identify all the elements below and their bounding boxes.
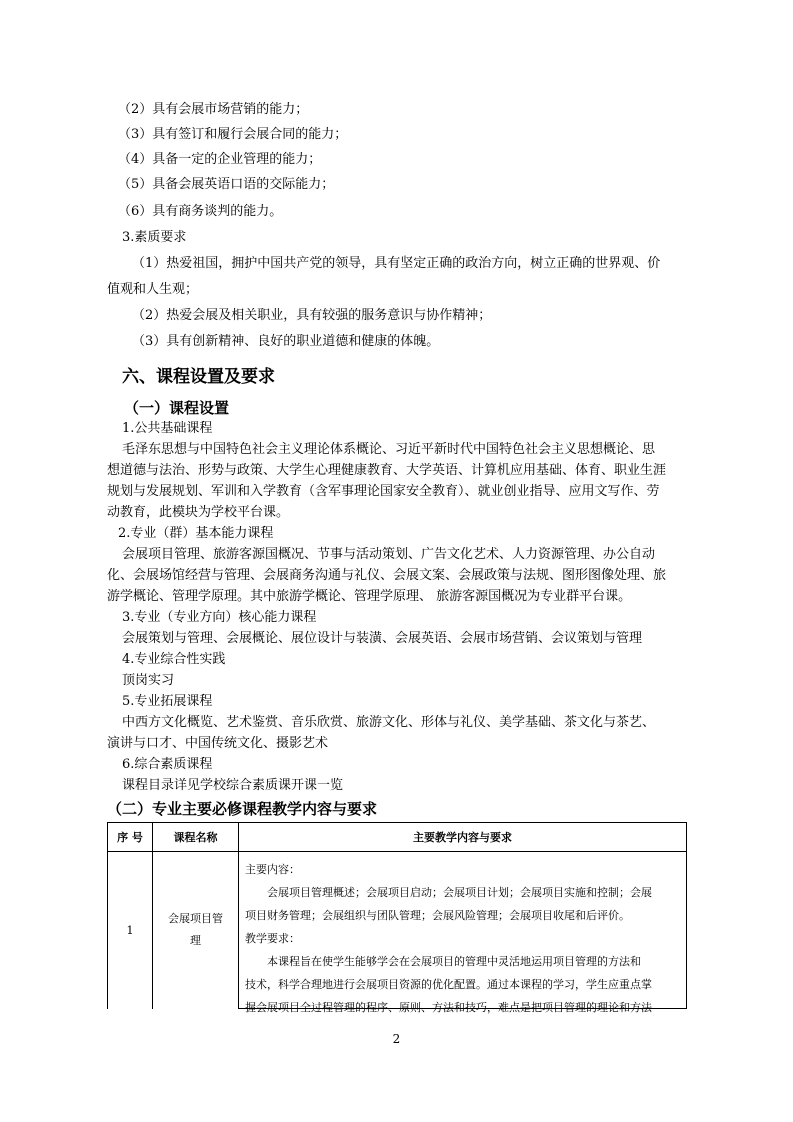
ability-item-5: （5）具备会展英语口语的交际能力； [118,177,335,192]
section-title-6: 六、课程设置及要求 [122,367,275,387]
course-table [107,822,687,1014]
course-name-line-2: 理 [190,934,201,948]
practice-title: 4.专业综合性实践 [122,652,226,667]
header-content: 主要教学内容与要求 [239,823,687,852]
basic-courses-line-1: 会展项目管理、旅游客源国概况、节事与活动策划、广告文化艺术、人力资源管理、办公自动 [122,547,656,562]
requirement-line-3: 握会展项目全过程管理的程序、原则、方法和技巧，难点是把项目管理的理论和方法 [245,1001,652,1014]
core-courses-line: 会展策划与管理、会展概论、展位设计与装潢、会展英语、会展市场营销、会议策划与管理 [122,631,643,646]
ability-item-6: （6）具有商务谈判的能力。 [118,204,283,219]
extension-courses-line-2: 演讲与口才、中国传统文化、摄影艺术 [107,736,329,751]
content-line-2: 项目财务管理；会展组织与团队管理；会展风险管理；会展项目收尾和后评价。 [245,909,630,922]
header-seq: 序 号 [108,823,153,852]
basic-courses-line-3: 游学概论、管理学原理。其中旅游学概论、管理学原理、 旅游客源国概况为专业群平台课。 [107,589,632,604]
quality-heading: 3.素质要求 [122,230,187,245]
requirement-line-1: 本课程旨在使学生能够学会在会展项目的管理中灵活地运用项目管理的方法和 [267,955,641,968]
content-line-1: 会展项目管理概述；会展项目启动；会展项目计划；会展项目实施和控制；会展 [267,886,652,899]
public-courses-line-4: 动教育，此模块为学校平台课。 [107,505,290,520]
basic-courses-title: 2.专业（群）基本能力课程 [118,526,274,541]
header-course-name: 课程名称 [153,823,239,852]
ability-item-3: （3）具有签订和履行会展合同的能力； [118,127,348,142]
ability-item-4: （4）具备一定的企业管理的能力； [118,152,322,167]
quality-item-3: （3）具有创新精神、良好的职业道德和健康的体魄。 [132,334,440,349]
practice-line: 顶岗实习 [122,673,175,688]
quality-item-2: （2）热爱会展及相关职业，具有较强的服务意识与协作精神； [132,308,492,323]
page-number: 2 [392,1032,401,1046]
row-course-name [153,852,239,1009]
requirement-line-2: 技术，科学合理地进行会展项目资源的优化配置。通过本课程的学习，学生应重点掌 [245,978,652,991]
public-courses-line-2: 想道德与法治、形势与政策、大学生心理健康教育、大学英语、计算机应用基础、体育、职业生涯 [107,463,667,478]
comprehensive-courses-line: 课程目录详见学校综合素质课开课一览 [122,778,344,793]
row-content [239,852,687,1014]
public-courses-line-3: 规划与发展规划、军训和入学教育（含军事理论国家安全教育）、就业创业指导、应用文写作、劳 [107,484,660,499]
extension-courses-line-1: 中西方文化概览、艺术鉴赏、音乐欣赏、旅游文化、形体与礼仪、美学基础、茶文化与茶艺、 [122,715,656,730]
public-courses-line-1: 毛泽东思想与中国特色社会主义理论体系概论、习近平新时代中国特色社会主义思想概论、思 [122,442,656,457]
core-courses-title: 3.专业（专业方向）核心能力课程 [122,610,317,625]
comprehensive-courses-title: 6.综合素质课程 [122,757,213,772]
subsection-title-2: （二）专业主要必修课程教学内容与要求 [107,800,378,818]
ability-item-2: （2）具有会展市场营销的能力； [118,102,309,117]
basic-courses-line-2: 化、会展场馆经营与管理、会展商务沟通与礼仪、会展文案、会展政策与法规、图形图像处理、旅 [107,568,667,583]
quality-item-1-line-2: 值观和人生观； [107,282,199,297]
public-courses-title: 1.公共基础课程 [122,421,213,436]
requirement-label: 教学要求： [245,932,300,945]
subsection-title-1: （一）课程设置 [124,399,230,417]
extension-courses-title: 5.专业拓展课程 [122,694,213,709]
row-number: 1 [108,852,153,1009]
table-row [108,852,687,1009]
quality-item-1-line-1: （1）热爱祖国，拥护中国共产党的领导，具有坚定正确的政治方向，树立正确的世界观、价 [132,256,661,271]
content-label: 主要内容： [245,863,300,876]
table-header-row [108,823,687,852]
course-name-line-1: 会展项目管 [168,912,223,926]
